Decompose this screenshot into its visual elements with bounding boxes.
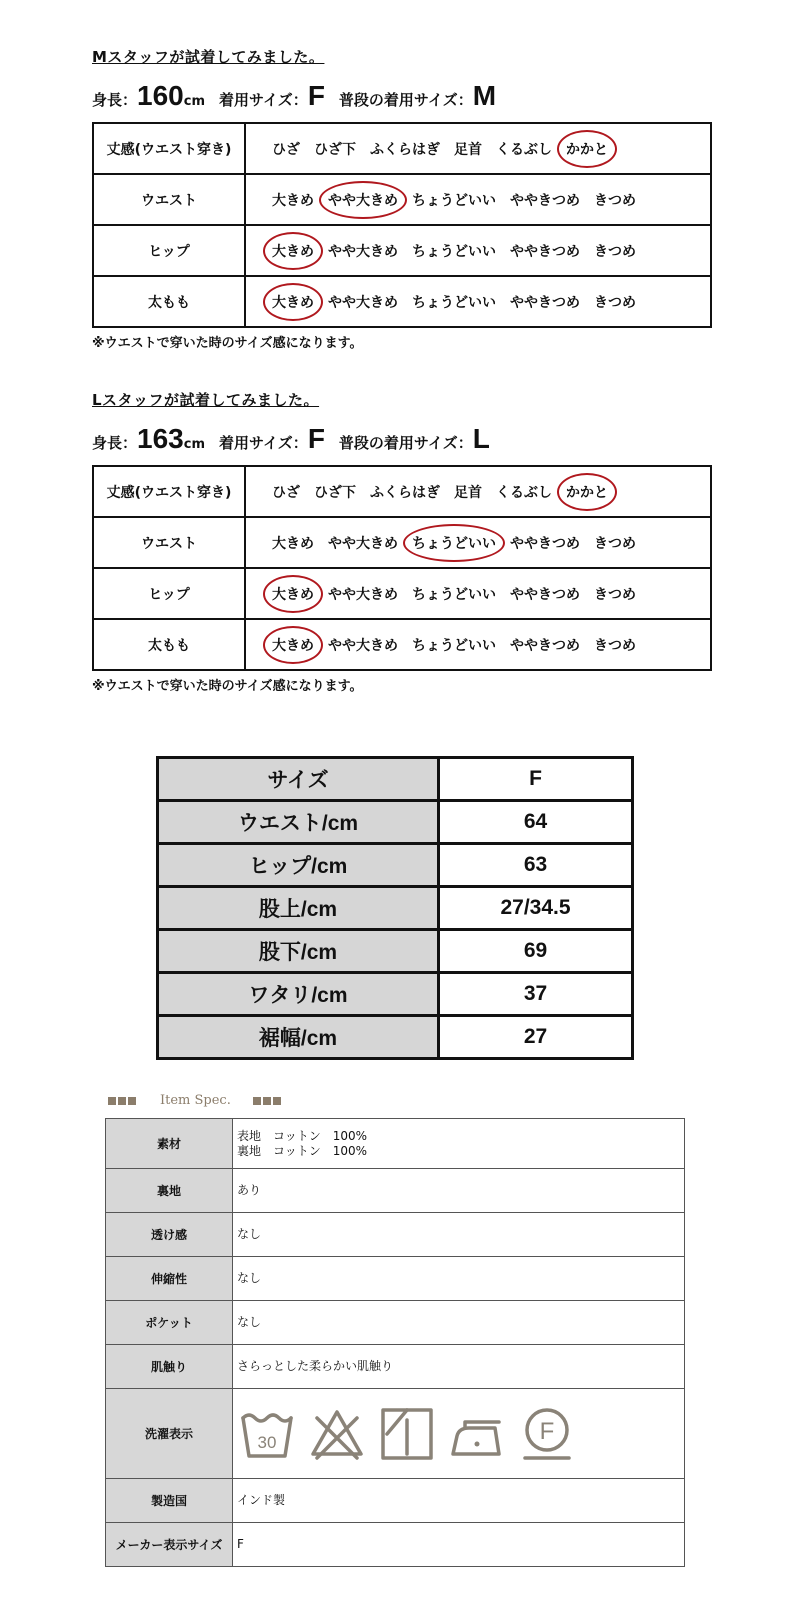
table-row	[93, 123, 711, 174]
fit-option: きつめ	[594, 294, 636, 311]
spec-value: さらっとした柔らかい肌触り	[233, 1345, 685, 1389]
fit-row-label: ウエスト	[93, 174, 245, 225]
fit-option: 大きめ	[272, 535, 314, 552]
wear-size-value: F	[307, 423, 325, 454]
fit-option: きつめ	[594, 637, 636, 654]
table-row	[158, 930, 633, 973]
table-row	[106, 1213, 685, 1257]
spec-value: あり	[233, 1169, 685, 1213]
table-row	[158, 1016, 633, 1059]
size-measure-value: 69	[439, 930, 633, 973]
table-row	[158, 887, 633, 930]
fit-option: ひざ	[272, 484, 300, 501]
fit-options	[245, 517, 711, 568]
staff-info	[92, 423, 712, 459]
fit-option: きつめ	[594, 586, 636, 603]
fit-row-label: 太もも	[93, 276, 245, 327]
fit-options	[245, 619, 711, 670]
fit-option: ちょうどいい	[412, 243, 496, 260]
fit-options	[245, 225, 711, 276]
fit-option: やや大きめ	[328, 294, 398, 311]
table-row	[106, 1257, 685, 1301]
table-row	[93, 174, 711, 225]
fit-option: やや大きめ	[328, 243, 398, 260]
size-measure-label: 股下/cm	[158, 930, 439, 973]
fit-option: ちょうどいい	[412, 192, 496, 209]
height-unit: cm	[183, 94, 205, 109]
fit-option-selected: 大きめ	[272, 635, 314, 655]
spec-key: 肌触り	[106, 1345, 233, 1389]
spec-value: F	[233, 1523, 685, 1567]
table-row	[158, 973, 633, 1016]
fit-row-label: ヒップ	[93, 568, 245, 619]
item-spec-title: Item Spec.	[160, 1093, 231, 1108]
staff-title: Lスタッフが試着してみました。	[92, 391, 320, 409]
wash-30-icon	[239, 1404, 295, 1464]
fit-option: ややきつめ	[510, 586, 580, 603]
fit-option: ちょうどいい	[412, 637, 496, 654]
fit-option: 足首	[454, 141, 482, 158]
fit-option: ややきつめ	[510, 535, 580, 552]
fit-option: ひざ下	[314, 141, 356, 158]
fit-options	[245, 466, 711, 517]
fit-option: くるぶし	[496, 141, 552, 158]
fit-row-label: 丈感(ウエスト穿き)	[93, 123, 245, 174]
fit-option: ちょうどいい	[412, 294, 496, 311]
spec-key: 透け感	[106, 1213, 233, 1257]
usual-size-label: 普段の着用サイズ：	[338, 91, 473, 109]
fit-note: ※ウエストで穿いた時のサイズ感になります。	[92, 679, 363, 694]
decor-squares	[108, 1097, 138, 1105]
table-row	[93, 276, 711, 327]
fit-option-selected: 大きめ	[272, 241, 314, 261]
size-measure-label: ウエスト/cm	[158, 801, 439, 844]
decor-squares	[253, 1097, 283, 1105]
size-measure-label: 裾幅/cm	[158, 1016, 439, 1059]
fit-row-label: ウエスト	[93, 517, 245, 568]
fit-option: やや大きめ	[328, 535, 398, 552]
fit-option: ひざ下	[314, 484, 356, 501]
spec-value: なし	[233, 1301, 685, 1345]
care-icons	[237, 1404, 680, 1464]
fit-options	[245, 123, 711, 174]
height-value: 163	[137, 423, 184, 454]
fit-option-selected: かかと	[566, 482, 608, 502]
table-row	[93, 225, 711, 276]
staff-title: Mスタッフが試着してみました。	[92, 48, 325, 66]
line-dry-icon	[379, 1404, 435, 1464]
spec-key: 伸縮性	[106, 1257, 233, 1301]
table-row	[93, 466, 711, 517]
dry-clean-f-icon	[519, 1404, 575, 1464]
size-header-label: サイズ	[158, 758, 439, 801]
height-label: 身長：	[92, 91, 138, 109]
table-row	[158, 801, 633, 844]
spec-value: なし	[233, 1213, 685, 1257]
fit-option: ややきつめ	[510, 243, 580, 260]
height-value: 160	[137, 80, 184, 111]
fit-option-selected: 大きめ	[272, 292, 314, 312]
dry-clean-letter: F	[539, 1417, 555, 1445]
item-spec-table	[105, 1118, 685, 1567]
size-measure-value: 64	[439, 801, 633, 844]
fit-option: きつめ	[594, 192, 636, 209]
fit-option-selected: かかと	[566, 139, 608, 159]
table-row	[106, 1523, 685, 1567]
fit-option: ひざ	[272, 141, 300, 158]
fit-options	[245, 276, 711, 327]
usual-size-label: 普段の着用サイズ：	[338, 434, 473, 452]
height-label: 身長：	[92, 434, 138, 452]
wear-size-label: 着用サイズ：	[219, 434, 308, 452]
spec-value: インド製	[233, 1479, 685, 1523]
table-row	[106, 1389, 685, 1479]
size-header-value: F	[439, 758, 633, 801]
table-row	[106, 1169, 685, 1213]
fit-option: 大きめ	[272, 192, 314, 209]
spec-key: 素材	[106, 1119, 233, 1169]
table-row	[93, 619, 711, 670]
spec-key: メーカー表示サイズ	[106, 1523, 233, 1567]
size-measure-value: 27/34.5	[439, 887, 633, 930]
height-unit: cm	[183, 437, 205, 452]
fit-option: ややきつめ	[510, 294, 580, 311]
staff-block-m	[92, 46, 712, 351]
fit-options	[245, 174, 711, 225]
fit-option-selected: 大きめ	[272, 584, 314, 604]
table-row	[158, 844, 633, 887]
fit-option: ややきつめ	[510, 192, 580, 209]
table-row	[106, 1345, 685, 1389]
fit-option-selected: やや大きめ	[328, 190, 398, 210]
size-measure-value: 27	[439, 1016, 633, 1059]
spec-key: ポケット	[106, 1301, 233, 1345]
usual-size-value: L	[472, 423, 490, 454]
size-measure-label: ワタリ/cm	[158, 973, 439, 1016]
table-row	[106, 1479, 685, 1523]
wear-size-label: 着用サイズ：	[219, 91, 308, 109]
spec-value: 表地 コットン 100% 裏地 コットン 100%	[233, 1119, 685, 1169]
spec-key: 洗濯表示	[106, 1389, 233, 1479]
wear-size-value: F	[307, 80, 325, 111]
fit-option: きつめ	[594, 243, 636, 260]
spec-key: 製造国	[106, 1479, 233, 1523]
fit-option: ややきつめ	[510, 637, 580, 654]
fit-row-label: 丈感(ウエスト穿き)	[93, 466, 245, 517]
fit-note: ※ウエストで穿いた時のサイズ感になります。	[92, 336, 363, 351]
size-measure-value: 37	[439, 973, 633, 1016]
fit-option: やや大きめ	[328, 586, 398, 603]
fit-option: ちょうどいい	[412, 586, 496, 603]
size-header-row	[158, 758, 633, 801]
table-row	[93, 517, 711, 568]
spec-key: 裏地	[106, 1169, 233, 1213]
usual-size-value: M	[472, 80, 497, 111]
fit-table	[92, 465, 712, 671]
spec-value: なし	[233, 1257, 685, 1301]
fit-option: やや大きめ	[328, 637, 398, 654]
fit-option: きつめ	[594, 535, 636, 552]
table-row	[93, 568, 711, 619]
wash-temp-text: 30	[257, 1432, 277, 1452]
table-row	[106, 1301, 685, 1345]
iron-low-icon	[449, 1404, 505, 1464]
size-measure-label: ヒップ/cm	[158, 844, 439, 887]
fit-option: くるぶし	[496, 484, 552, 501]
fit-row-label: 太もも	[93, 619, 245, 670]
fit-option-selected: ちょうどいい	[412, 533, 496, 553]
spec-value	[233, 1389, 685, 1479]
size-table	[156, 756, 634, 1060]
no-bleach-icon	[309, 1404, 365, 1464]
staff-info	[92, 80, 712, 116]
fit-option: ふくらはぎ	[370, 484, 440, 501]
item-spec-heading	[108, 1093, 283, 1108]
size-measure-value: 63	[439, 844, 633, 887]
fit-table	[92, 122, 712, 328]
fit-options	[245, 568, 711, 619]
fit-option: ふくらはぎ	[370, 141, 440, 158]
size-measure-label: 股上/cm	[158, 887, 439, 930]
staff-block-l	[92, 389, 712, 694]
fit-option: 足首	[454, 484, 482, 501]
fit-row-label: ヒップ	[93, 225, 245, 276]
table-row	[106, 1119, 685, 1169]
